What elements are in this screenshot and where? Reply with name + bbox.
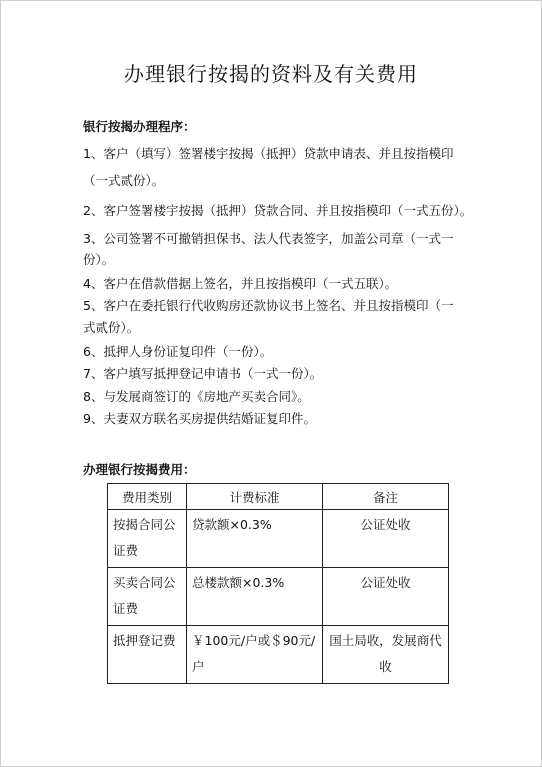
procedure-line: 8、与发展商签订的《房地产买卖合同》。 xyxy=(83,389,310,404)
table-row xyxy=(108,626,449,684)
procedure-line: 1、客户（填写）签署楼宇按揭（抵押）贷款申请表、并且按指模印 xyxy=(83,146,454,161)
fees-heading: 办理银行按揭费用： xyxy=(83,462,196,477)
table-cell: 国土局收，发展商代收 xyxy=(323,626,449,684)
procedure-line: 3、公司签署不可撤销担保书、法人代表签字，加盖公司章（一式一 xyxy=(83,231,454,246)
procedure-line: 5、客户在委托银行代收购房还款协议书上签名、并且按指模印（一 xyxy=(83,298,454,313)
fee-table xyxy=(107,483,449,684)
procedure-line: 份）。 xyxy=(83,252,115,267)
procedure-line: 6、抵押人身份证复印件（一份）。 xyxy=(83,344,273,359)
table-cell: 总楼款额×0.3% xyxy=(187,568,323,626)
column-header: 计费标准 xyxy=(187,484,323,510)
table-row xyxy=(108,568,449,626)
column-header: 费用类别 xyxy=(108,484,187,510)
table-cell: ￥100元/户或＄90元/户 xyxy=(187,626,323,684)
table-cell: 公证处收 xyxy=(323,510,449,568)
table-cell: 买卖合同公证费 xyxy=(108,568,187,626)
procedure-line: 7、客户填写抵押登记申请书（一式一份）。 xyxy=(83,366,323,381)
procedure-line: 9、夫妻双方联名买房提供结婚证复印件。 xyxy=(83,411,316,426)
procedure-line: （一式贰份）。 xyxy=(83,173,165,188)
table-cell: 公证处收 xyxy=(323,568,449,626)
table-cell: 按揭合同公证费 xyxy=(108,510,187,568)
column-header: 备注 xyxy=(323,484,449,510)
procedure-line: 式贰份）。 xyxy=(83,320,140,335)
table-cell: 贷款额×0.3% xyxy=(187,510,323,568)
procedure-line: 4、客户在借款借据上签名，并且按指模印（一式五联）。 xyxy=(83,276,398,291)
procedure-heading: 银行按揭办理程序： xyxy=(83,119,196,134)
table-header-row xyxy=(108,484,449,510)
document-title: 办理银行按揭的资料及有关费用 xyxy=(124,62,418,86)
table-row xyxy=(108,510,449,568)
table-cell: 抵押登记费 xyxy=(108,626,187,684)
procedure-line: 2、客户签署楼宇按揭（抵押）贷款合同、并且按指模印（一式五份）。 xyxy=(83,203,473,218)
